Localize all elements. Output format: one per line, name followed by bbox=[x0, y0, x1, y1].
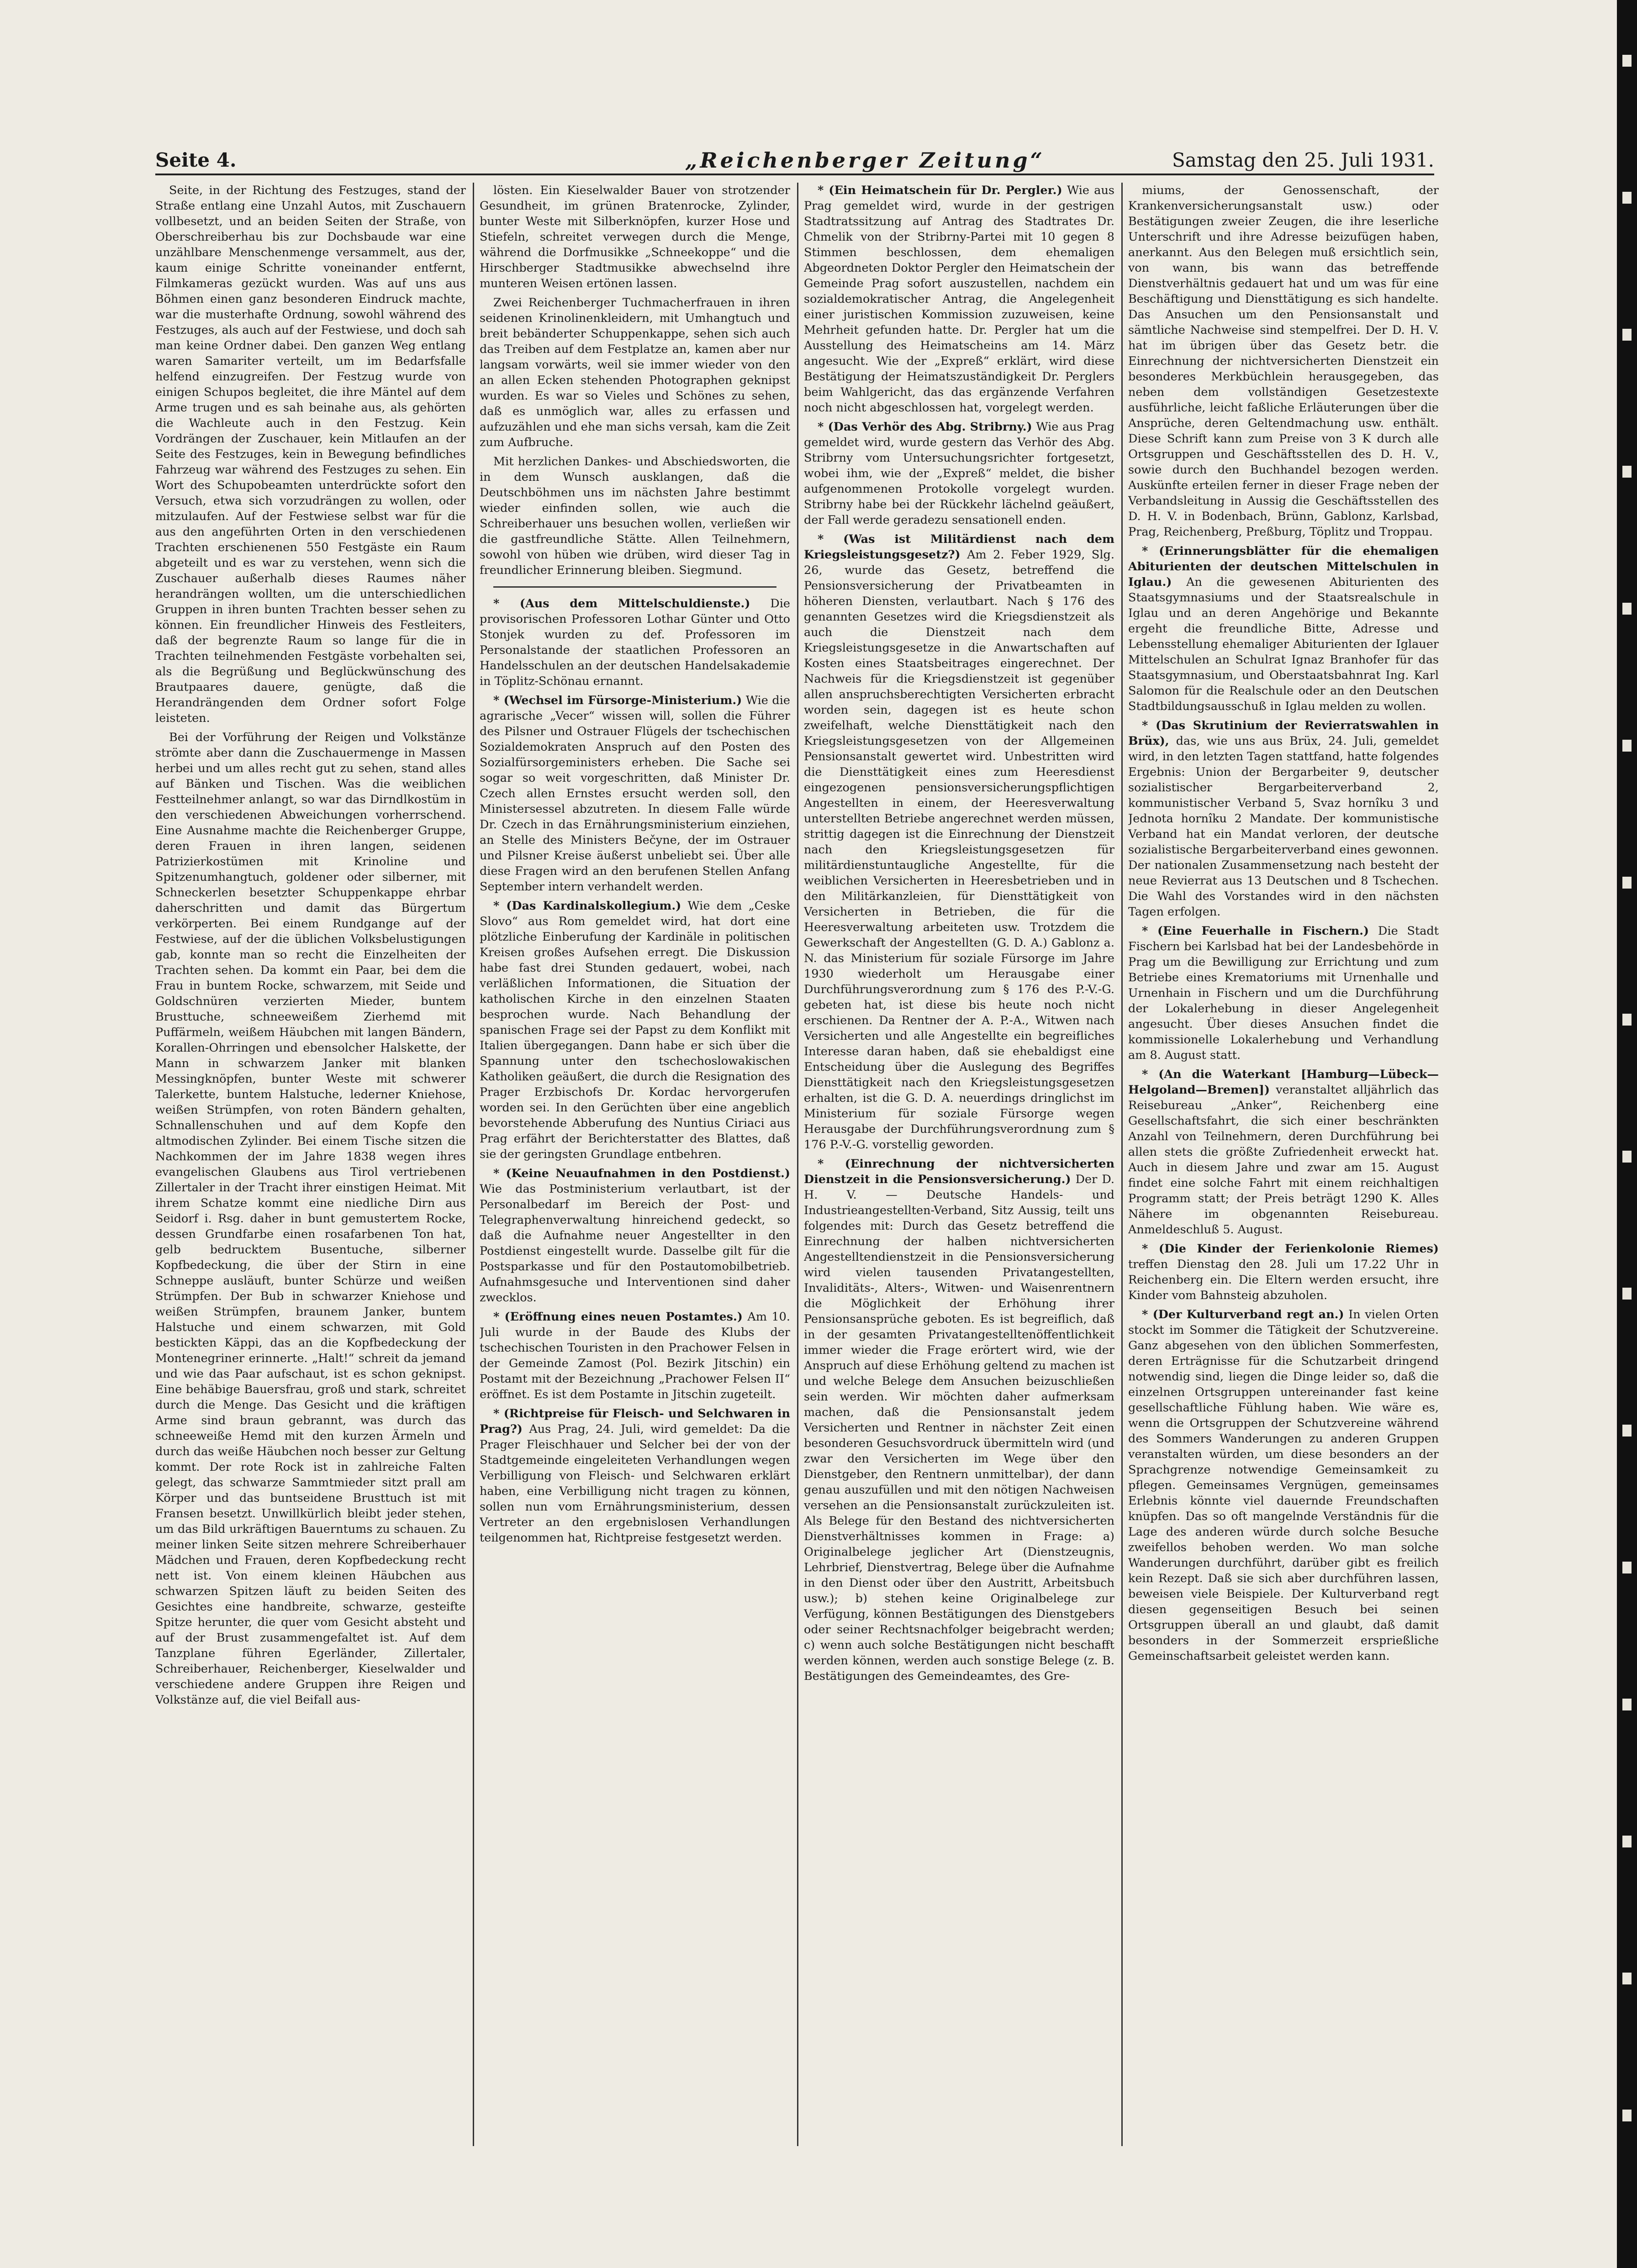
news-item-headline: * (An die Waterkant [Hamburg—Lübeck—Helgoland—Bremen]) bbox=[1128, 1068, 1439, 1097]
news-item-headline: * (Einrechnung der nichtversicherten Dienstzeit in die Pensionsversicherung.) bbox=[804, 1157, 1114, 1186]
paragraph: lösten. Ein Kieselwalder Bauer von strotzender Gesundheit, im grünen Bratenrocke, Zylinder, bunter Weste mit Silberknöpfen, kurzer Hose und Stiefeln, schreitet verwegen durch die Menge, während die Dorfmusikke „Schneekoppe“ und die Hirschberger Stadtmusikke abwechselnd ihre munteren Weisen ertönen lassen. bbox=[480, 184, 790, 290]
news-item: * (Die Kinder der Ferienkolonie Riemes) treffen Dienstag den 28. Juli um 17.22 Uhr in Reichenberg ein. Die Eltern werden ersucht, ihre Kinder vom Bahnsteig abzuholen. bbox=[1128, 1242, 1439, 1302]
page-number: Seite 4. bbox=[155, 149, 237, 171]
news-item-headline: * (Eröffnung eines neuen Postamtes.) bbox=[493, 1310, 743, 1324]
column-2 bbox=[480, 183, 790, 2146]
masthead-title: „Reichenberger Zeitung“ bbox=[685, 148, 1046, 173]
news-item: * (Erinnerungsblätter für die ehemaligen Abiturienten der deutschen Mittelschulen in Iglau.) An die gewesenen Abiturienten des Staatsgymnasiums und der Staatsrealschule in Iglau und an deren Angehörige und Bekannte ergeht die freundliche Bitte, Adresse und Lebensstellung ehemaliger Abiturienten der Iglauer Mittelschulen an Schulrat Ignaz Branhofer für das Staatsgymnasium, und Oberstaatsbahnrat Ing. Karl Salomon für die Realschule oder an den Deutschen Stadtbildungsausschuß in Iglau melden zu wollen. bbox=[1128, 544, 1439, 713]
news-item: * (Aus dem Mittelschuldienste.) Die provisorischen Professoren Lothar Günter und Otto Stonjek wurden zu def. Professoren im Personalstande der staatlichen Professoren an Handelsschulen an der deutschen Handelsakademie in Töplitz-Schönau ernannt. bbox=[480, 597, 790, 688]
news-item-headline: * (Erinnerungsblätter für die ehemaligen Abiturienten der deutschen Mittelschulen in Iglau.) bbox=[1128, 544, 1439, 589]
news-item-headline: * (Das Verhör des Abg. Stribrny.) bbox=[818, 420, 1032, 434]
news-item: * (Keine Neuaufnahmen in den Postdienst.) Wie das Postministerium verlautbart, ist der Personalbedarf im Bereich der Post- und Telegraphenverwaltung hinreichend gedeckt, so daß die Aufnahme neuer Angestellter in den Postdienst eingestellt wurde. Dasselbe gilt für die Postsparkasse und für den Postautomobilbetrieb. Aufnahmsgesuche und Interventionen sind daher zwecklos. bbox=[480, 1167, 790, 1305]
news-item: * (An die Waterkant [Hamburg—Lübeck—Helgoland—Bremen]) veranstaltet alljährlich das Reisebureau „Anker“, Reichenberg eine Gesellschaftsfahrt, die sich einer beschränkten Anzahl von Teilnehmern, deren Durchführung bei allen stets die größte Zufriedenheit erweckt hat. Auch in diesem Jahre und zwar am 15. August findet eine solche Fahrt mit einem reichhaltigen Programm statt; der Preis beträgt 1290 K. Alles Nähere im obgenannten Reisebureau. Anmeldeschluß 5. August. bbox=[1128, 1068, 1439, 1237]
section-divider bbox=[493, 586, 776, 588]
news-item: * (Was ist Militärdienst nach dem Kriegsleistungsgesetz?) Am 2. Feber 1929, Slg. 26, wurde das Gesetz, betreffend die Pensionsversicherung der Privatbeamten in höheren Diensten, verlautbart. Nach § 176 des genannten Gesetzes wird die Kriegsdienstzeit als auch die Dienstzeit nach dem Kriegsleistungsgesetze in die Anwartschaften auf Kosten eines Staatsbeitrages eingerechnet. Der Nachweis für die Kriegsdienstzeit ist gegenüber allen anspruchsberechtigten Versicherten erbracht worden sein, dagegen ist es heute schon zweifelhaft, welche Diensttätigkeit nach den Kriegsleistungsgesetzen von der Allgemeinen Pensionsanstalt gewertet wird. Unbestritten wird die Diensttätigkeit eines zum Heeresdienst eingezogenen pensionsversicherungspflichtigen Angestellten in einem, der Heeresverwaltung unterstellten Betriebe angerechnet werden müssen, strittig dagegen ist die Einrechnung der Dienstzeit nach den Kriegsleistungsgesetzen für militärdienstuntaugliche Angestellte, für die weiblichen Versicherten in Heeresbetrieben und in den Militärkanzleien, für Diensttätigkeit von Versicherten in Betrieben, die für die Heeresverwaltung arbeiteten usw. Trotzdem die Gewerkschaft der Angestellten (G. D. A.) Gablonz a. N. das Ministerium für soziale Fürsorge im Jahre 1930 wiederholt um Herausgabe einer Durchführungsverordnung zum § 176 des P.-V.-G. gebeten hat, ist diese bis heute noch nicht erschienen. Da Rentner der A. P.-A., Witwen nach Versicherten und alle Angestellte ein begreifliches Interesse daran haben, daß sie ehebaldigst eine Entscheidung über die Auslegung des Begriffes Diensttätigkeit nach den Kriegsleistungsgesetzen erhalten, ist die G. D. A. neuerdings dringlichst im Ministerium für soziale Fürsorge wegen Herausgabe der Durchführungsverordnung zum § 176 P.-V.-G. vorstellig geworden. bbox=[804, 532, 1114, 1152]
news-item-headline: * (Ein Heimatschein für Dr. Pergler.) bbox=[818, 184, 1062, 197]
paragraph: Zwei Reichenberger Tuchmacherfrauen in ihren seidenen Krinolinenkleidern, mit Umhangtuch und breit bebänderter Schuppenkappe, sehen sich auch das Treiben auf dem Festplatze an, kamen aber nur langsam vorwärts, weil sie immer wieder von den an allen Ecken stehenden Photographen geknipst wurden. Es war so Vieles und Schönes zu sehen, daß es unmöglich war, alles zu erfassen und aufzuzählen und ehe man sichs versah, kam die Zeit zum Aufbruche. bbox=[480, 296, 790, 449]
article-columns bbox=[155, 183, 1439, 2146]
news-item: * (Eröffnung eines neuen Postamtes.) Am 10. Juli wurde in der Baude des Klubs der tschechischen Touristen in den Prachower Felsen in der Gemeinde Zamost (Pol. Bezirk Jitschin) ein Postamt mit der Bezeichnung „Prachower Felsen II“ eröffnet. Es ist dem Postamte in Jitschin zugeteilt. bbox=[480, 1310, 790, 1401]
news-item-headline: * (Eine Feuerhalle in Fischern.) bbox=[1142, 924, 1369, 938]
news-item-headline: * (Das Kardinalskollegium.) bbox=[493, 899, 681, 913]
news-item-headline: * (Keine Neuaufnahmen in den Postdienst.) bbox=[493, 1167, 790, 1180]
news-item: * (Das Skrutinium der Revierratswahlen in Brüx), das, wie uns aus Brüx, 24. Juli, gemeldet wird, in den letzten Tagen stattfand, hatte folgendes Ergebnis: Union der Bergarbeiter 9, deutscher sozialistischer Bergarbeiterverband 2, kommunistischer Verband 5, Svaz hornîku 3 und Jednota hornîku 2 Mandate. Der kommunistische Verband hat ein Mandat verloren, der deutsche sozialistische Bergarbeiterverband eines gewonnen. Der nationalen Zusammensetzung nach besteht der neue Revierrat aus 13 Deutschen und 8 Tschechen. Die Wahl des Vorstandes wird in den nächsten Tagen erfolgen. bbox=[1128, 719, 1439, 919]
paragraph: Seite, in der Richtung des Festzuges, stand der Straße entlang eine Unzahl Autos, mit Zuschauern vollbesetzt, und an beiden Seiten der Straße, von Oberschreiberhau bis zur Dochsbaude war eine unzählbare Menschenmenge versammelt, aus der, kaum einige Schritte voneinander entfernt, Filmkameras gezückt wurden. Was auf uns aus Böhmen einen ganz besonderen Eindruck machte, war die musterhafte Ordnung, sowohl während des Festzuges, als auch auf der Festwiese, und doch sah man keine Ordner dabei. Den ganzen Weg entlang waren Samariter verteilt, um im Bedarfsfalle helfend einzugreifen. Der Festzug wurde von einigen Schupos begleitet, die ihre Mäntel auf dem Arme trugen und es sah beinahe aus, als gehörten die Wachleute auch in den Festzug. Kein Vordrängen der Zuschauer, kein Mitlaufen an der Seite des Festzuges, kein in Bewegung befindliches Fahrzeug war während des Festzuges zu sehen. Ein Wort des Schupobeamten unterdrückte sofort den Versuch, etwa sich vorzudrängen zu wollen, oder mitzulaufen. Auf der Festwiese selbst war für die aus den angeführten Orten in den verschiedenen Trachten erschienenen 550 Festgäste ein Raum abgeteilt und es war zu verstehen, wenn sich die Zuschauer außerhalb dieses Raumes näher herandrängen wollten, um die unterschiedlichen Gruppen in ihren bunten Trachten besser sehen zu können. Ein freundlicher Hinweis des Festleiters, daß der begrenzte Raum so lange für die in Trachten teilnehmenden Festgäste vorbehalten sei, als die Begrüßung und Beglückwünschung des Brautpaares dauere, genügte, daß die Herandrängenden dem Ordner sofort Folge leisteten. bbox=[155, 184, 466, 725]
news-item: * (Das Verhör des Abg. Stribrny.) Wie aus Prag gemeldet wird, wurde gestern das Verhör des Abg. Stribrny vom Untersuchungsrichter fortgesetzt, wobei ihm, wie der „Expreß“ meldet, die bisher aufgenommenen Protokolle vorgelegt wurden. Stribrny habe bei der Rückkehr lächelnd geäußert, der Fall werde geradezu sensationell enden. bbox=[804, 420, 1114, 527]
news-item-headline: * (Aus dem Mittelschuldienste.) bbox=[493, 597, 750, 610]
news-item-headline: * (Was ist Militärdienst nach dem Kriegsleistungsgesetz?) bbox=[804, 532, 1114, 562]
news-item-headline: * (Die Kinder der Ferienkolonie Riemes) bbox=[1142, 1242, 1439, 1256]
news-item: * (Eine Feuerhalle in Fischern.) Die Stadt Fischern bei Karlsbad hat bei der Landesbehörde in Prag um die Bewilligung zur Errichtung und zum Betriebe eines Krematoriums mit Urnenhalle und Urnenhain in Fischern und um die Durchführung der Lokalerhebung in dieser Angelegenheit angesucht. Über dieses Ansuchen findet die kommissionelle Lokalerhebung und Verhandlung am 8. August statt. bbox=[1128, 924, 1439, 1062]
paragraph: Mit herzlichen Dankes- und Abschiedsworten, die in dem Wunsch ausklangen, daß die Deutschböhmen uns im nächsten Jahre bestimmt wieder einfinden sollen, wie auch die Schreiberhauer uns besuchen wollen, verließen wir die gastfreundliche Stätte. Allen Teilnehmern, sowohl von hüben wie drüben, wird dieser Tag in freundlicher Erinnerung bleiben. Siegmund. bbox=[480, 455, 790, 577]
news-item-headline: * (Das Skrutinium der Revierratswahlen in Brüx), bbox=[1128, 719, 1439, 748]
page-header bbox=[155, 146, 1434, 175]
news-item: * (Das Kardinalskollegium.) Wie dem „Ceske Slovo“ aus Rom gemeldet wird, hat dort eine plötzliche Einberufung der Kardinäle in politischen Kreisen großes Aufsehen erregt. Die Diskussion habe fast drei Stunden gedauert, wobei, nach verläßlichen Informationen, die Situation der katholischen Kirche in den einzelnen Staaten besprochen wurde. Nach Behandlung der spanischen Frage sei der Papst zu dem Konflikt mit Italien übergegangen. Dann habe er sich über die Spannung unter den tschechoslowakischen Katholiken geäußert, die durch die Resignation des Prager Erzbischofs Dr. Kordac hervorgerufen worden sei. In den Gerüchten über eine angeblich bevorstehende Abberufung des Nuntius Ciriaci aus Prag erfährt der Berichterstatter des Blattes, daß sie der geringsten Grundlage entbehren. bbox=[480, 899, 790, 1161]
news-item-headline: * (Wechsel im Fürsorge-Ministerium.) bbox=[493, 694, 742, 707]
news-item-headline: * (Der Kulturverband regt an.) bbox=[1142, 1308, 1344, 1321]
column-4 bbox=[1128, 183, 1439, 2146]
news-item: * (Richtpreise für Fleisch- und Selchwaren in Prag?) Aus Prag, 24. Juli, wird gemeldet: Da die Prager Fleischhauer und Selcher bei der von der Stadtgemeinde eingeleiteten Verhandlungen wegen Verbilligung von Fleisch- und Selchwaren erklärt haben, eine Verbilligung nicht tragen zu können, sollen nun vom Ernährungsministerium, dessen Vertreter an den ergebnislosen Verhandlungen teilgenommen hat, Richtpreise festgesetzt werden. bbox=[480, 1407, 790, 1545]
news-item: * (Einrechnung der nichtversicherten Dienstzeit in die Pensionsversicherung.) Der D. H. V. — Deutsche Handels- und Industrieangestellten-Verband, Sitz Aussig, teilt uns folgendes mit: Durch das Gesetz betreffend die Einrechnung der halben nichtversicherten Angestelltendienstzeit in die Pensionsversicherung wird vielen tausenden Privatangestellten, Invaliditäts-, Alters-, Witwen- und Waisenrentnern die Möglichkeit der Erhöhung ihrer Pensionsansprüche geboten. Es ist begreiflich, daß in der gesamten Privatangestelltenöffentlichkeit immer wieder die Frage erörtert wird, wie der Anspruch auf diese Erhöhung geltend zu machen ist und welche Belege dem Ansuchen beizuschließen sein werden. Wir möchten daher aufmerksam machen, daß die Pensionsanstalt jedem Versicherten und Rentner in nächster Zeit einen besonderen Gesuchsvordruck übermitteln wird (und zwar den Versicherten im Wege über den Dienstgeber, den Rentnern unmittelbar), der dann genau auszufüllen und mit den nötigen Nachweisen versehen an die Pensionsanstalt zurückzuleiten ist. Als Belege für den Bestand des nichtversicherten Dienstverhältnisses kommen in Frage: a) Originalbelege jeglicher Art (Dienstzeugnis, Lehrbrief, Dienstvertrag, Belege über die Aufnahme in den Dienst oder über den Austritt, Arbeitsbuch usw.); b) stehen keine Originalbelege zur Verfügung, können Bestätigungen des Dienstgebers oder seiner Rechtsnachfolger beigebracht werden; c) wenn auch solche Bestätigungen nicht beschafft werden können, werden auch sonstige Belege (z. B. Bestätigungen des Gemeindeamtes, des Gre- bbox=[804, 1157, 1114, 1683]
column-divider bbox=[1121, 183, 1123, 2146]
paragraph: Bei der Vorführung der Reigen und Volkstänze strömte aber dann die Zuschauermenge in Massen herbei und um alles recht gut zu sehen, stand alles auf Bänken und Tischen. Was die weiblichen Festteilnehmer anlangt, so war das Dirndlkostüm in den verschiedenen Abweichungen vorherrschend. Eine Ausnahme machte die Reichenberger Gruppe, deren Frauen in ihren langen, seidenen Patrizierkostümen mit Krinoline und Spitzenumhangtuch, goldener oder silberner, mit Schneckerlen besetzter Schuppenkappe ehrbar daherschritten und damit das Bürgertum verkörperten. Bei einem Rundgange auf der Festwiese, auf der die üblichen Volksbelustigungen gab, konnte man so recht die Einzelheiten der Trachten sehen. Da kommt ein Paar, bei dem die Frau in buntem Rocke, schwarzem, mit Seide und Goldschnüren verzierten Mieder, buntem Brusttuche, schneeweißem Zierhemd mit Puffärmeln, weißem Häubchen mit langen Bändern, Korallen-Ohrringen und ebensolcher Halskette, der Mann in schwarzem Janker mit blanken Messingknöpfen, bunter Weste mit schwerer Talerkette, buntem Halstuche, lederner Kniehose, weißen Strümpfen, von roten Bändern gehalten, Schnallenschuhen und auf dem Kopfe den altmodischen Zylinder. Bei einem Tische sitzen die Nachkommen der im Jahre 1838 wegen ihres evangelischen Glaubens aus Tirol vertriebenen Zillertaler in der Tracht ihrer einstigen Heimat. Mit ihrem Schatze kommt eine niedliche Dirn aus Seidorf i. Rsg. daher in bunt gemustertem Rocke, dessen Grundfarbe einen rosafarbenen Ton hat, gelb bedrucktem Busentuche, silberner Kopfbedeckung, die über der Stirn in eine Schneppe ausläuft, bunter Schürze und weißen Strümpfen. Der Bub in schwarzer Kniehose und weißen Strümpfen, braunem Janker, buntem Halstuche und einem schwarzen, mit Gold bestickten Käppi, das an die Kopfbedeckung der Montenegriner erinnerte. „Halt!“ schreit da jemand und wie das Paar aufschaut, ist es schon geknipst. Eine behäbige Bauersfrau, groß und stark, schreitet durch die Menge. Das Gesicht und die kräftigen Arme sind braun gebrannt, was durch das schneeweiße Hemd mit den kurzen Ärmeln und durch das weiße Häubchen noch besser zur Geltung kommt. Der rote Rock ist in zahlreiche Falten gelegt, das schwarze Sammtmieder sitzt prall am Körper und das buntseidene Brusttuch ist mit Fransen besetzt. Unwillkürlich bleibt jeder stehen, um das Bild urkräftigen Bauerntums zu schauen. Zu meiner linken Seite sitzen mehrere Schreiberhauer Mädchen und Frauen, deren Kopfbedeckung recht nett ist. Von einem kleinen Häubchen aus schwarzen Spitzen läuft zu beiden Seiten des Gesichtes eine handbreite, schwarze, gesteifte Spitze herunter, die quer vom Gesicht absteht und auf der Brust zusammengefaltet ist. Auf dem Tanzplane führen Egerländer, Zillertaler, Schreiberhauer, Reichenberger, Kieselwalder und verschiedene andere Gruppen ihre Reigen und Volkstänze auf, die viel Beifall aus- bbox=[155, 731, 466, 1707]
paragraph: miums, der Genossenschaft, der Krankenversicherungsanstalt usw.) oder Bestätigungen zweier Zeugen, die ihre leserliche Unterschrift und ihre Adresse beizufügen haben, anerkannt. Aus den Belegen muß ersichtlich sein, von wann, bis wann das betreffende Dienstverhältnis gedauert hat und um was für eine Beschäftigung und Diensttätigung es sich handelte. Das Ansuchen um den Pensionsanstalt und sämtliche Nachweise sind stempelfrei. Der D. H. V. hat im übrigen über das Gesetz betr. die Einrechnung der nichtversicherten Dienstzeit ein besonderes Merkbüchlein herausgegeben, das neben dem vollständigen Gesetzestexte ausführliche, leicht faßliche Erläuterungen über die Ansprüche, deren Geltendmachung usw. enthält. Diese Schrift kann zum Preise von 3 K durch alle Ortsgruppen und Geschäftsstellen des D. H. V., sowie durch den Buchhandel bezogen werden. Auskünfte erteilen ferner in dieser Frage neben der Verbandsleitung in Aussig die Geschäftsstellen des D. H. V. in Bodenbach, Brünn, Gablonz, Karlsbad, Prag, Reichenberg, Preßburg, Töplitz und Troppau. bbox=[1128, 184, 1439, 539]
news-item: * (Der Kulturverband regt an.) In vielen Orten stockt im Sommer die Tätigkeit der Schutzvereine. Ganz abgesehen von den üblichen Sommerfesten, deren Erträgnisse für die Schutzarbeit dringend notwendig sind, liegen die Dinge leider so, daß die einzelnen Ortsgruppen untereinander fast keine gesellschaftliche Fühlung haben. Wie wäre es, wenn die Ortsgruppen der Schutzvereine während des Sommers Wanderungen zu anderen Gruppen veranstalten würden, um diese besonders an der Sprachgrenze notwendige Gemeinsamkeit zu pflegen. Gemeinsames Vergnügen, gemeinsames Erlebnis könnte viel dauernde Freundschaften knüpfen. Das so oft mangelnde Verständnis für die Lage des anderen würde durch solche Besuche zweifellos behoben werden. Wo man solche Wanderungen durchführt, darüber gibt es freilich kein Rezept. Daß sie sich aber durchführen lassen, beweisen viele Beispiele. Der Kulturverband regt diesen gegenseitigen Besuch bei seinen Ortsgruppen überall an und glaubt, daß damit besonders in der Sommerzeit ersprießliche Gemeinschaftsarbeit geleistet werden kann. bbox=[1128, 1308, 1439, 1663]
news-item: * (Wechsel im Fürsorge-Ministerium.) Wie die agrarische „Vecer“ wissen will, sollen die Führer des Pilsner und Ostrauer Flügels der tschechischen Sozialdemokraten Anspruch auf den Posten des Sozialfürsorgeministers erheben. Die Sache sei sogar so weit vorgeschritten, daß Minister Dr. Czech allen Ernstes ersucht werden soll, den Ministersessel abzutreten. In diesem Falle würde Dr. Czech in das Ernährungsministerium einziehen, an Stelle des Ministers Bečyne, der im Ostrauer und Pilsner Kreise äußerst unbeliebt sei. Über alle diese Fragen wird an den berufenen Stellen Anfang September intern verhandelt werden. bbox=[480, 694, 790, 894]
scan-edge-strip bbox=[1617, 0, 1637, 2268]
page-content bbox=[155, 146, 1439, 2164]
column-3 bbox=[804, 183, 1114, 2146]
column-divider bbox=[797, 183, 798, 2146]
news-item: * (Ein Heimatschein für Dr. Pergler.) Wie aus Prag gemeldet wird, wurde in der gestrigen Stadtratssitzung auf Antrag des Stadtrates Dr. Chmelik von der Stribrny-Partei mit 10 gegen 8 Stimmen beschlossen, dem ehemaligen Abgeordneten Doktor Pergler den Heimatschein der Gemeinde Prag sofort auszustellen, nachdem ein sozialdemokratischer Antrag, die Angelegenheit einer juristischen Kommission zuzuweisen, keine Mehrheit gefunden hatte. Dr. Pergler hat um die Ausstellung des Heimatscheins am 14. März angesucht. Wie der „Expreß“ erklärt, wird diese Bestätigung der Heimatszuständigkeit Dr. Perglers beim Wahlgericht, das das ergänzende Verfahren noch nicht abgeschlossen hat, vorgelegt werden. bbox=[804, 184, 1114, 415]
column-divider bbox=[473, 183, 474, 2146]
issue-date: Samstag den 25. Juli 1931. bbox=[1172, 149, 1434, 171]
news-item-headline: * (Richtpreise für Fleisch- und Selchwaren in Prag?) bbox=[480, 1407, 790, 1436]
column-1 bbox=[155, 183, 466, 2146]
